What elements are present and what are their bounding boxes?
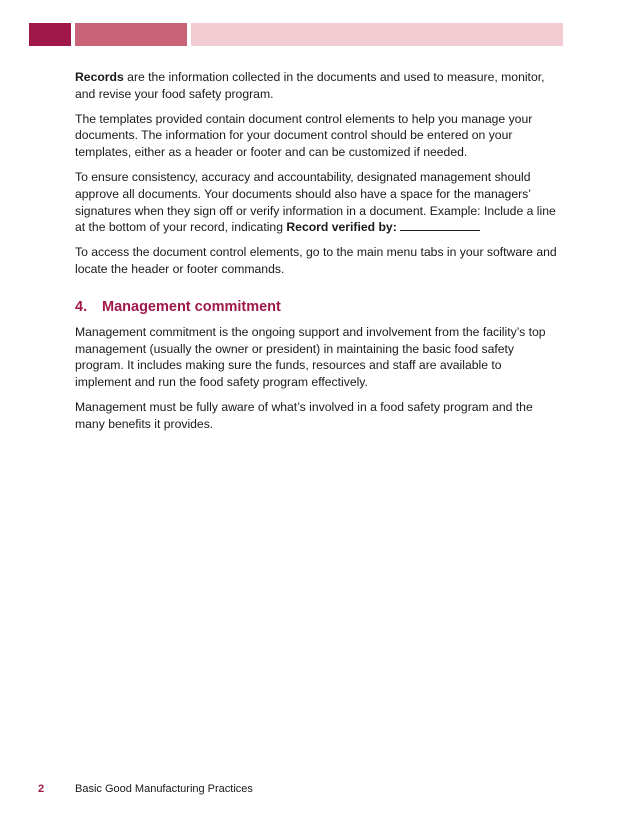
records-paragraph xyxy=(75,69,559,103)
section-number: 4. xyxy=(75,298,88,315)
footer-title: Basic Good Manufacturing Practices xyxy=(75,783,253,795)
page-content xyxy=(75,69,559,441)
header-bar-medium xyxy=(75,23,187,46)
record-verified-label: Record verified by: xyxy=(286,220,397,235)
access-paragraph: To access the document control elements, go to the main menu tabs in your software and locate the header or footer commands. xyxy=(75,245,557,276)
consistency-text: To ensure consistency, accuracy and accountability, designated management should approve all documents. Your documents should also have a space for the managers’ signatures when they sign off or verify information in a document. Example: Include a line at the bottom of your record, indicating xyxy=(75,169,556,235)
management-paragraph-2: Management must be fully aware of what’s involved in a food safety program and the many benefits it provides. xyxy=(75,399,533,431)
management-paragraph-1: Management commitment is the ongoing support and involvement from the facility’s top management (usually the owner or president) in maintaining the basic food safety program. It includes making sure the funds, resources and staff are available to implement and run the food safety program effectively. xyxy=(75,324,546,390)
consistency-paragraph xyxy=(75,169,559,236)
section-title: Management commitment xyxy=(102,298,281,315)
header-bar-light xyxy=(191,23,563,46)
signature-line xyxy=(400,219,480,231)
header-bar-dark xyxy=(29,23,71,46)
page-number: 2 xyxy=(38,783,45,795)
templates-paragraph: The templates provided contain document control elements to help you manage your documents. The information for your document control should be entered on your templates, either as a header or footer and can be customized if needed. xyxy=(75,111,533,160)
records-text: are the information collected in the documents and used to measure, monitor, and revise your food safety program. xyxy=(75,70,545,101)
records-term: Records xyxy=(75,70,124,84)
section-heading xyxy=(75,298,559,316)
